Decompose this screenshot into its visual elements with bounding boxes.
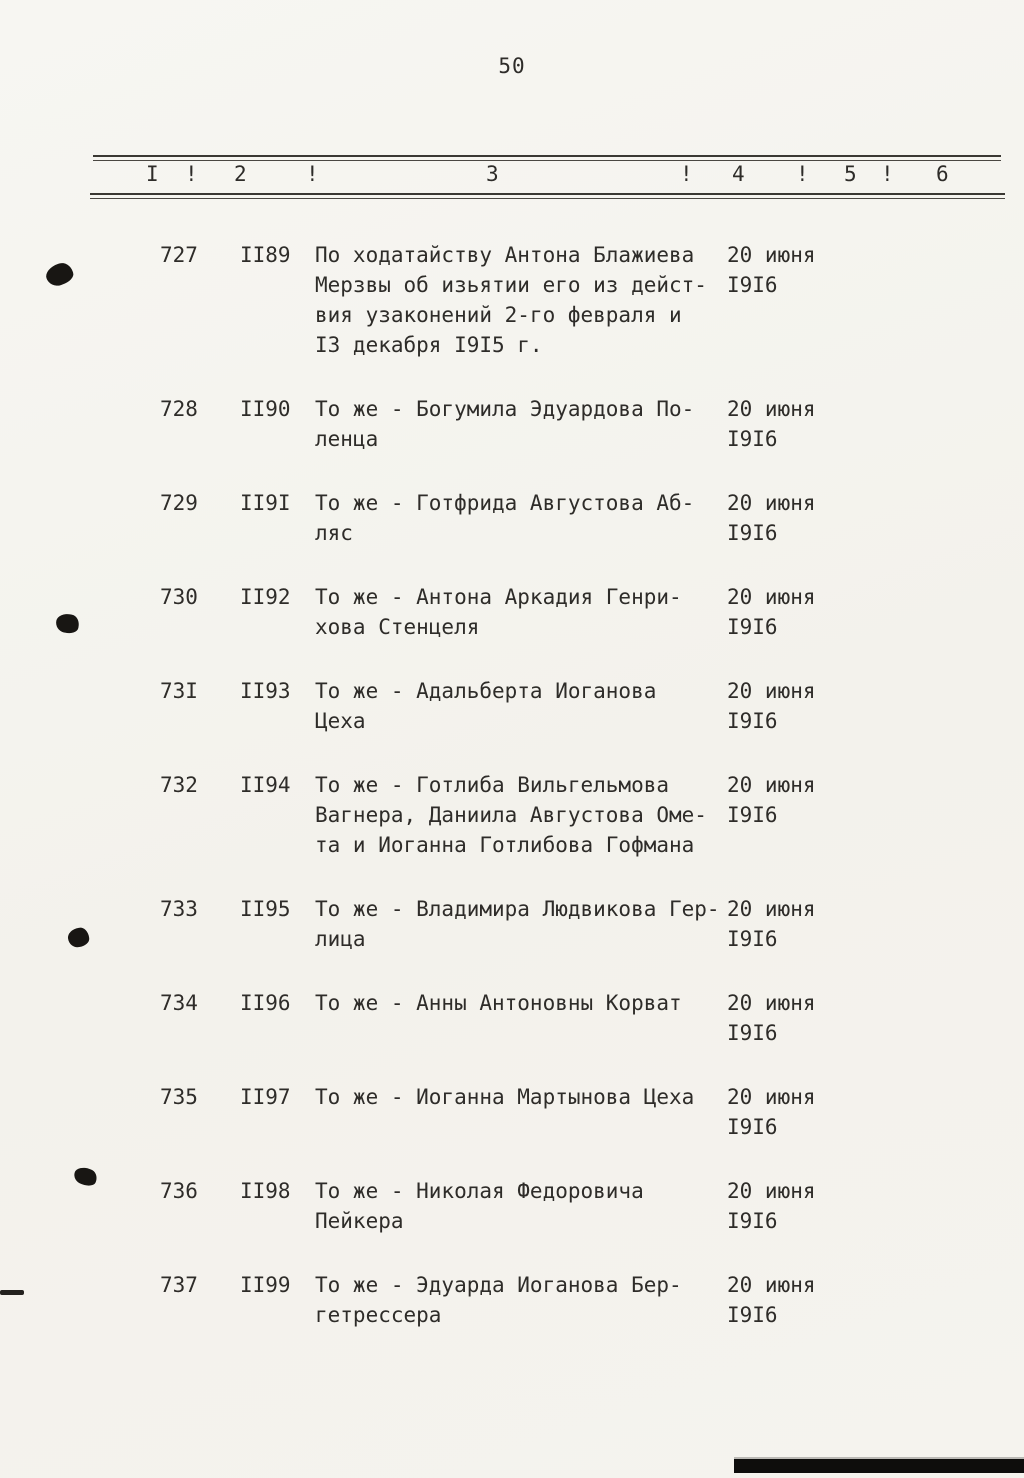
row-date: 20 июня I9I6 [727,991,816,1045]
row-date: 20 июня I9I6 [727,243,816,297]
row-date: 20 июня I9I6 [727,1273,816,1327]
row-date: 20 июня I9I6 [727,679,816,733]
row-description: По ходатайству Антона Блажиева Мерзвы об изьятии его из дейст- вия узаконений 2-го февраля и I3 декабря I9I5 г. [315,243,707,357]
margin-mark [0,1290,24,1295]
row-description: То же - Антона Аркадия Генри- хова Стенцеля [315,585,682,639]
header-col-3: 3 [486,162,499,186]
table-row [160,676,980,736]
row-ordinal: 730 [160,585,198,609]
ink-blot [67,927,90,949]
header-rule-top [93,155,1001,161]
doc-number: II96 [240,991,291,1015]
ink-blot [43,260,75,288]
row-description: То же - Готфрида Августова Аб- ляс [315,491,695,545]
table-row [160,582,980,642]
row-ordinal: 733 [160,897,198,921]
doc-number: II89 [240,243,291,267]
doc-number: II97 [240,1085,291,1109]
page-number: 50 [498,54,526,78]
table-row [160,894,980,954]
row-description: То же - Анны Антоновны Корват [315,991,682,1015]
row-ordinal: 734 [160,991,198,1015]
header-separator: ! [306,162,319,186]
header-col-6: 6 [936,162,949,186]
row-description: То же - Владимира Людвикова Гер- лица [315,897,720,951]
row-ordinal: 735 [160,1085,198,1109]
row-date: 20 июня I9I6 [727,491,816,545]
row-ordinal: 732 [160,773,198,797]
table-row [160,1082,980,1142]
header-rule-bottom [90,193,1005,199]
table-row [160,1176,980,1236]
table-header [0,162,1024,190]
table-row [160,770,980,860]
scan-edge-artifact [734,1459,1024,1473]
doc-number: II94 [240,773,291,797]
doc-number: II99 [240,1273,291,1297]
row-description: То же - Готлиба Вильгельмова Вагнера, Даниила Августова Оме- та и Иоганна Готлибова Гофмана [315,773,707,857]
header-separator: ! [796,162,809,186]
doc-number: II90 [240,397,291,421]
table-row [160,1270,980,1330]
header-col-5: 5 [844,162,857,186]
doc-number: II9I [240,491,291,515]
row-date: 20 июня I9I6 [727,1085,816,1139]
row-ordinal: 73I [160,679,198,703]
header-col-4: 4 [732,162,745,186]
header-col-2: 2 [234,162,247,186]
header-separator: ! [881,162,894,186]
row-date: 20 июня I9I6 [727,585,816,639]
header-col-1: I [146,162,159,186]
ink-blot [54,612,80,635]
table-row [160,240,980,360]
header-separator: ! [680,162,693,186]
row-description: То же - Иоганна Мартынова Цеха [315,1085,695,1109]
table-row [160,988,980,1048]
row-date: 20 июня I9I6 [727,773,816,827]
table-row [160,488,980,548]
row-ordinal: 729 [160,491,198,515]
doc-number: II92 [240,585,291,609]
row-ordinal: 728 [160,397,198,421]
row-date: 20 июня I9I6 [727,1179,816,1233]
row-description: То же - Богумила Эдуардова По- ленца [315,397,695,451]
row-description: То же - Адальберта Иоганова Цеха [315,679,657,733]
row-ordinal: 727 [160,243,198,267]
doc-number: II98 [240,1179,291,1203]
doc-number: II93 [240,679,291,703]
row-description: То же - Николая Федоровича Пейкера [315,1179,644,1233]
table-row [160,394,980,454]
ink-blot [72,1165,99,1189]
row-ordinal: 736 [160,1179,198,1203]
row-description: То же - Эдуарда Иоганова Бер- гетрессера [315,1273,682,1327]
header-separator: ! [185,162,198,186]
row-ordinal: 737 [160,1273,198,1297]
table-body [160,240,980,1364]
doc-number: II95 [240,897,291,921]
row-date: 20 июня I9I6 [727,397,816,451]
row-date: 20 июня I9I6 [727,897,816,951]
